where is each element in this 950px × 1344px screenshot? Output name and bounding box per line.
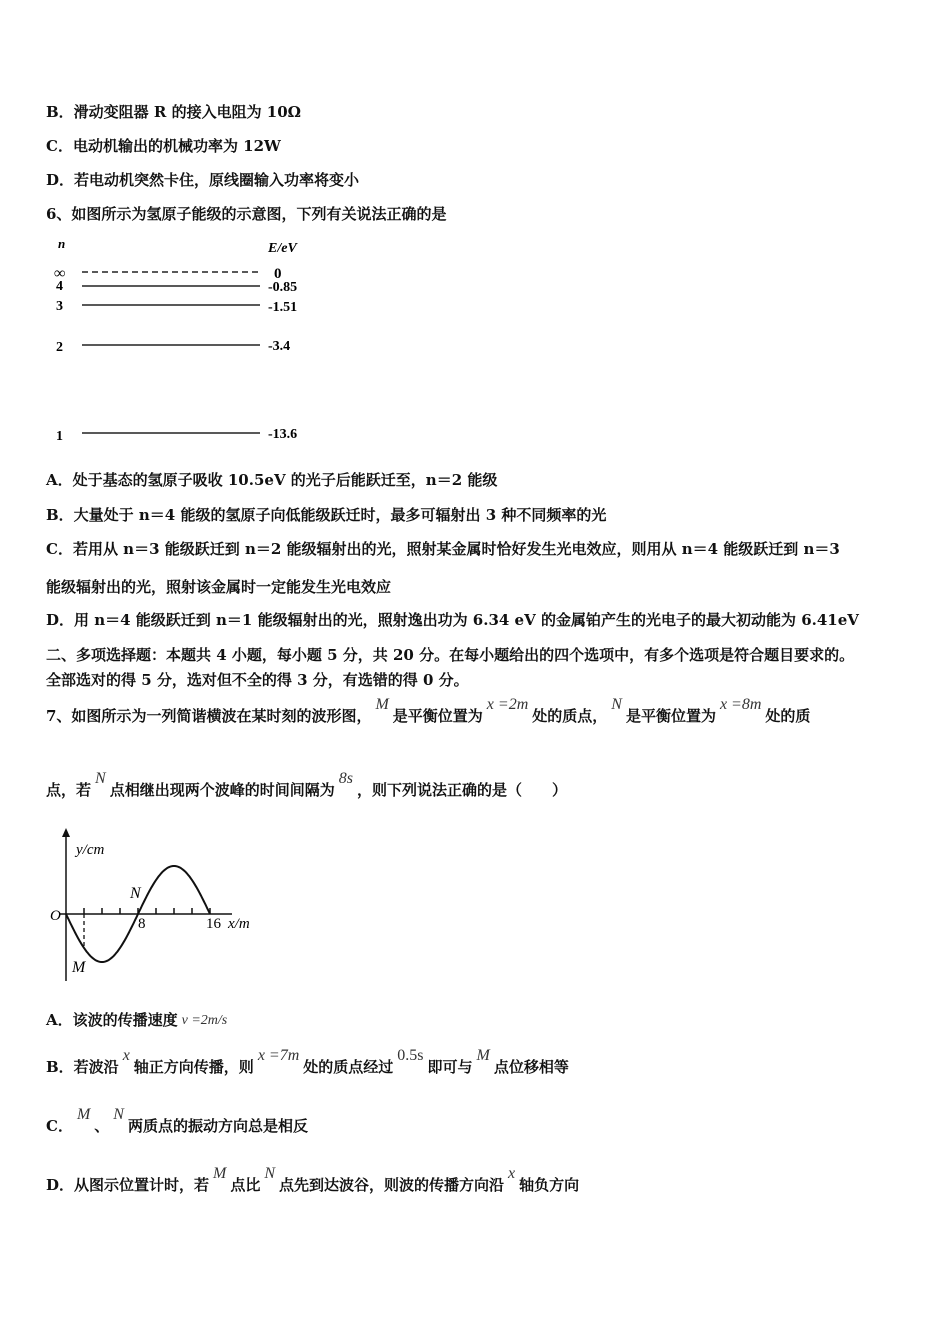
q7-option-b-x7: x =7m [257, 1047, 300, 1064]
q7-stem2-part1: 点，若 [46, 781, 92, 799]
q7-math-N: N [611, 696, 622, 713]
x-axis-label: x/m [228, 916, 250, 932]
q5-option-d: D．若电动机突然卡住，原线圈输入功率将变小 [46, 171, 360, 189]
y-axis-label: y/cm [76, 842, 105, 858]
q7-option-d-part1: D．从图示位置计时，若 [46, 1176, 210, 1194]
q7-option-c-part1: C． [46, 1117, 73, 1135]
level-e-3: -1.51 [268, 300, 298, 315]
level-n-2: 2 [56, 340, 63, 355]
q5-option-c: C．电动机输出的机械功率为 12W [46, 137, 281, 155]
level-e-2: -3.4 [268, 339, 291, 354]
q7-option-b-part1: B．若波沿 [46, 1058, 119, 1076]
q7-option-c-N: N [113, 1106, 124, 1123]
q7-option-b-part3: 处的质点经过 [303, 1058, 394, 1076]
q7-option-c [46, 1106, 308, 1137]
q7-option-b-part4: 即可与 [427, 1058, 473, 1076]
q7-option-d-part2: 点比 [230, 1176, 261, 1194]
level-e-1: -13.6 [268, 427, 298, 442]
energy-axis-label: E/eV [268, 241, 297, 256]
q7-option-b-part2: 轴正方向传播，则 [133, 1058, 254, 1076]
q7-option-d [46, 1165, 580, 1196]
level-n-inf: ∞ [54, 265, 66, 282]
level-e-4: -0.85 [268, 280, 298, 295]
q7-option-d-part4: 轴负方向 [519, 1176, 580, 1194]
q7-stem-part5: 处的质 [765, 707, 811, 725]
n-axis-label: n [58, 236, 66, 251]
q7-stem-part1: 7、如图所示为一列简谐横波在某时刻的波形图， [46, 707, 372, 725]
origin-label: O [50, 908, 61, 924]
q6-stem: 6、如图所示为氢原子能级的示意图，下列有关说法正确的是 [46, 205, 447, 223]
level-n-1: 1 [56, 429, 63, 444]
q7-option-d-N: N [264, 1165, 276, 1182]
x-axis-ticks [84, 908, 210, 914]
q7-option-d-x: x [508, 1165, 516, 1182]
q7-stem2-part2: 点相继出现两个波峰的时间间隔为 [109, 781, 335, 799]
wave-graph [46, 826, 276, 986]
section2-heading-line1: 二、多项选择题：本题共 4 小题，每小题 5 分，共 20 分。在每小题给出的四个选项中，有多个选项是符合题目要求的。 [46, 646, 855, 664]
level-n-3: 3 [56, 299, 63, 314]
q7-option-c-M: M [76, 1106, 91, 1123]
q7-stem-part3: 处的质点， [532, 707, 608, 725]
q6-option-b: B．大量处于 n＝4 能级的氢原子向低能级跃迁时，最多可辐射出 3 种不同频率的光 [46, 506, 607, 524]
q7-stem-part2: 是平衡位置为 [392, 707, 483, 725]
q7-option-b-part5: 点位移相等 [493, 1058, 569, 1076]
q6-option-d: D．用 n＝4 能级跃迁到 n＝1 能级辐射出的光，照射逸出功为 6.34 eV 的金属铂产生的光电子的最大初动能为 6.41eV [46, 611, 859, 629]
q7-math-x2m: x =2m [486, 696, 529, 713]
energy-level-diagram [40, 232, 340, 452]
q7-stem-line2 [46, 770, 567, 801]
q7-math-N-2: N [95, 770, 106, 787]
q6-option-a: A．处于基态的氢原子吸收 10.5eV 的光子后能跃迁至，n＝2 能级 [46, 471, 498, 489]
q7-option-c-separator: 、 [94, 1117, 110, 1135]
q7-stem2-part3: ，则下列说法正确的是（ ） [356, 781, 567, 799]
point-N-label: N [130, 885, 141, 902]
q7-option-a-text: A．该波的传播速度 [46, 1011, 178, 1029]
q7-math-x8m: x =8m [719, 696, 762, 713]
q7-option-b-M: M [476, 1047, 490, 1064]
q7-math-M: M [375, 696, 389, 713]
level-e-inf: 0 [274, 266, 282, 282]
section2-heading-line2: 全部选对的得 5 分，选对但不全的得 3 分，有选错的得 0 分。 [46, 671, 469, 689]
q7-option-d-part3: 点先到达波谷，则波的传播方向沿 [279, 1176, 505, 1194]
q6-option-c-line2: 能级辐射出的光，照射该金属时一定能发生光电效应 [46, 578, 392, 596]
tick-label-8: 8 [138, 916, 146, 932]
q5-option-b: B．滑动变阻器 R 的接入电阻为 10Ω [46, 103, 302, 121]
q7-stem-part4: 是平衡位置为 [625, 707, 716, 725]
q7-math-8s: 8s [338, 770, 353, 787]
tick-label-16: 16 [206, 916, 221, 932]
q7-option-b-x: x [122, 1047, 130, 1064]
level-n-4: 4 [56, 279, 63, 294]
q6-option-c-line1: C．若用从 n＝3 能级跃迁到 n＝2 能级辐射出的光，照射某金属时恰好发生光电效应，则用从 n＝4 能级跃迁到 n＝3 [46, 540, 840, 558]
q7-stem-line1 [46, 696, 811, 727]
point-M-label: M [72, 959, 86, 976]
q7-option-b [46, 1047, 569, 1078]
q7-option-a-math: v =2m/s [181, 1013, 228, 1028]
q7-option-a [46, 1010, 231, 1032]
q7-option-d-M: M [213, 1165, 227, 1182]
q7-option-c-part2: 两质点的振动方向总是相反 [127, 1117, 308, 1135]
y-axis-arrow [62, 828, 70, 837]
q7-option-b-t: 0.5s [397, 1047, 424, 1064]
